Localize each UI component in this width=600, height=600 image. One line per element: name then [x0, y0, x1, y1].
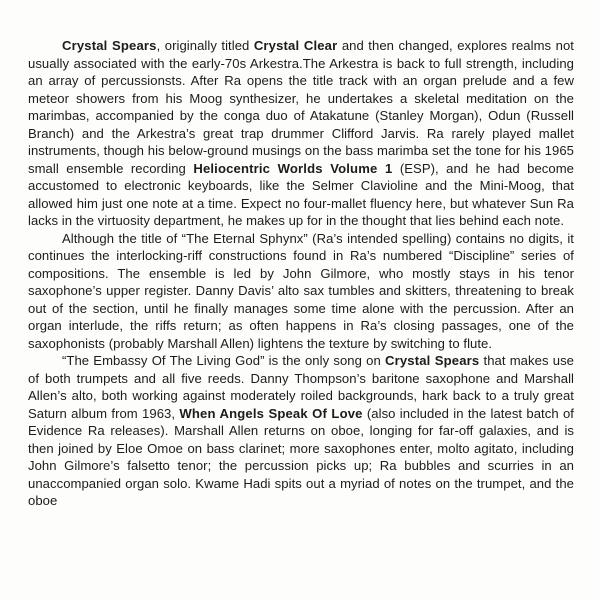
paragraph	[28, 352, 574, 510]
bold-text-run: Heliocentric Worlds Volume 1	[193, 160, 393, 176]
text-run: Although the title of “The Eternal Sphynx” (Ra’s intended spelling) contains no digits, it continues the interlocking-riff constructions found in Ra’s numbered “Discipline” series of compositions. The ensemble is led by John Gilmore, who mostly stays in his tenor saxophone’s upper register. Danny Davis’ alto sax tumbles and skitters, threatening to break out of the section, until he finally manages some time alone with the percussion. After an organ interlude, the riffs return; as often happens in Ra’s closing passages, one of the saxophonists (probably Marshall Allen) lightens the texture by switching to flute.	[28, 230, 574, 351]
text-run: and then changed, explores realms not usually associated with the early-70s Arkestra.The Arkestra is back to full strength, including an array of percussionsts. After Ra opens the title track with an organ prelude and a few meteor showers from his Moog synthesizer, he undertakes a skeletal meditation on the marimbas, accompanied by the conga duo of Atakatune (Stanley Morgan), Odun (Russell Branch) and the Arkestra’s great trap drummer Clifford Jarvis. Ra rarely played mallet instruments, though his below-ground musings on the bass marimba set the tone for his 1965 small ensemble recording	[28, 38, 574, 176]
liner-notes-text	[28, 37, 574, 510]
bold-text-run: Crystal Spears	[385, 353, 480, 368]
text-run: that makes use of both trumpets and all five reeds. Danny Thompson’s baritone saxophone and Marshall Allen’s alto, both working against moderately roiled backgrounds, hark back to a truly great Saturn album from 1963,	[28, 353, 574, 421]
paragraph	[28, 230, 574, 353]
text-run: “The Embassy Of The Living God” is the only song on	[62, 353, 385, 368]
paragraph	[28, 37, 574, 230]
text-run: (also included in the latest batch of Evidence Ra releases). Marshall Allen returns on oboe, longing for far-off galaxies, and is then joined by Eloe Omoe on bass clarinet; more saxophones enter, molto agitato, including John Gilmore’s falsetto tenor; the percussion picks up; Ra bubbles and scurries in an unaccompanied organ solo. Kwame Hadi spits out a myriad of notes on the trumpet, and the oboe	[28, 405, 574, 508]
text-run: (ESP), and he had become accustomed to electronic keyboards, like the Selmer Clavioline and the Mini-Moog, that allowed him just one note at a time. Expect no four-mallet fluency here, but whatever Sun Ra lacks in the virtuosity department, he makes up for in the thought that lies behind each note.	[28, 160, 574, 228]
text-run: , originally titled	[156, 38, 254, 53]
bold-text-run: Crystal Spears	[62, 38, 157, 53]
bold-text-run: Crystal Clear	[253, 38, 338, 53]
bold-text-run: When Angels Speak Of Love	[179, 405, 363, 421]
